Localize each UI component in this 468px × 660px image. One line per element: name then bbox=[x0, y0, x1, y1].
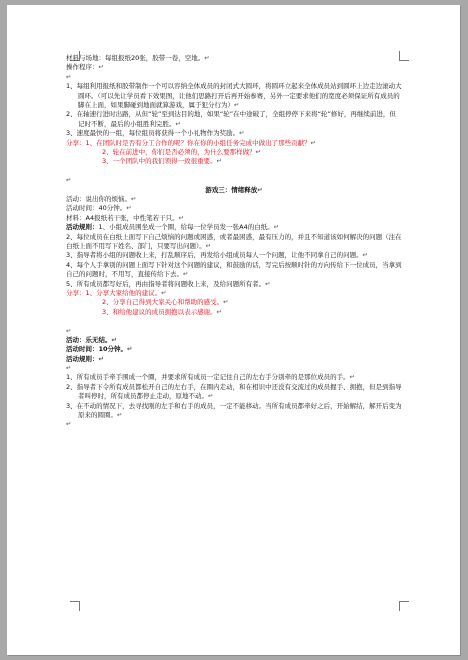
document-body bbox=[66, 54, 402, 430]
blank-line: ↵ bbox=[66, 420, 72, 429]
activity-materials: 材料：A4报纸若干张，中性笔若干只。↵ bbox=[66, 213, 185, 222]
blank-line: ↵ bbox=[66, 364, 72, 373]
section-title: 游戏三：情绪释放↵ bbox=[205, 185, 263, 194]
blank-line: ↵ bbox=[66, 72, 72, 81]
activity-goal: 活动：说出你的烦恼。↵ bbox=[66, 194, 137, 203]
rule-item: 1、所有成员手牵手围成一个圈，并要求所有成员一定记住自己的左右手分别牵的是那位成员的手。↵ bbox=[66, 373, 356, 382]
blank-line: ↵ bbox=[66, 326, 72, 335]
rule-item: 2、指导者下令所有成员都松开自己的左右手，在圈内走动，和在相识中还没有交流过的成员握手、拥抱，但是到指导者叫停时，所有成员都停止走动，原地不动。↵ bbox=[66, 382, 402, 401]
activity-time: 活动时间：10分钟。↵ bbox=[66, 345, 133, 354]
rule-item: 活动规则：1、小组成员围坐成一个圈，给每一位学员发一张A4的白纸。↵ bbox=[66, 223, 280, 232]
materials-line: 材料与场地：每组报纸20张，胶带一卷，空地。↵ bbox=[66, 54, 210, 62]
rule-item: 3、在不动的情况下，去寻找刚的左手和右手的成员，一定不能移动。当所有成员都牵好之后，开始解结，解开后变为原来的圆圈。↵ bbox=[66, 401, 402, 420]
page-corner-mark-bottom-right bbox=[399, 601, 409, 611]
rule-item: 5、所有成员都写好后，再由指导者将问题收上来，及给问题所有者。↵ bbox=[66, 279, 271, 288]
share-item: 2、分享自己得到大家关心和帮助的感受。↵ bbox=[102, 298, 229, 307]
activity-name: 活动：乐无结。↵ bbox=[66, 335, 117, 344]
step-item: 2、在轴速行进时出路，从但“轮”至到达目的地，如果“轮”在中途破了，全组停停下来将“轮”修好，再继续前进，但记时不断，最后的小组胜利完胜。↵ bbox=[66, 110, 396, 128]
blank-line bbox=[66, 167, 402, 176]
share-item: 分享：1、在团队时是否有分工合作的呢？你在你的小组任务完成中做出了那些贡献？↵ bbox=[66, 138, 317, 147]
steps-title: 操作程序：↵ bbox=[66, 63, 104, 72]
blank-line bbox=[66, 317, 402, 326]
rule-item: 4、每个人手拿别的问题上面写下针对这个问题的建议，和鼓励的话，写完后按顺时针的方向传给下一位成员，当拿到自己的问题时，不用写，直接传给下去。↵ bbox=[66, 260, 402, 279]
rule-item: 3、指导者将小组的问题收上来，打乱顺序后，再发给小组成员每人一个问题，让他不同拿自己的问题。↵ bbox=[66, 251, 369, 260]
share-item: 2、轮在前进中，你们是否必须的，为什么要那样做？↵ bbox=[102, 148, 262, 156]
share-item: 3、一个团队中的我们领得一致很重要。↵ bbox=[102, 157, 223, 166]
rule-item: 2、每位成员在白纸上面写下自己烦恼的问题或困惑，或者最困惑，最有压力的，并且不知道该如何解决的问题（注在白纸上面不用写下姓名、部门，只要写出问题）。↵ bbox=[66, 232, 402, 250]
page-corner-mark-bottom-left bbox=[70, 601, 80, 611]
blank-line: ↵ bbox=[66, 176, 72, 185]
step-item: 3、速度最快的一组，每位组员将获得一个小礼物作为奖励。↵ bbox=[66, 129, 245, 138]
step-item: 1、每组利用报纸和胶带制作一个可以容纳全体成员的封闭式大圆环，将圆环立起来全体成员站到圆环上边走边滚动大圆环。（可以先让学员看下效果图，让他们思路打开后再开始参赛，另外一定要求他们的宽度必须保证所有成员的脚在上面，如果脚碰到地面就算游戏，属于犯分行为）↵ bbox=[66, 82, 402, 109]
share-item: 分享：1、分享大家给他的建议。↵ bbox=[66, 288, 167, 297]
rules-title: 活动规则：↵ bbox=[66, 354, 104, 363]
activity-time: 活动时间：40分钟。↵ bbox=[66, 204, 132, 213]
share-item: 3、和给他建议的成员拥抱以表示感谢。↵ bbox=[102, 307, 223, 316]
